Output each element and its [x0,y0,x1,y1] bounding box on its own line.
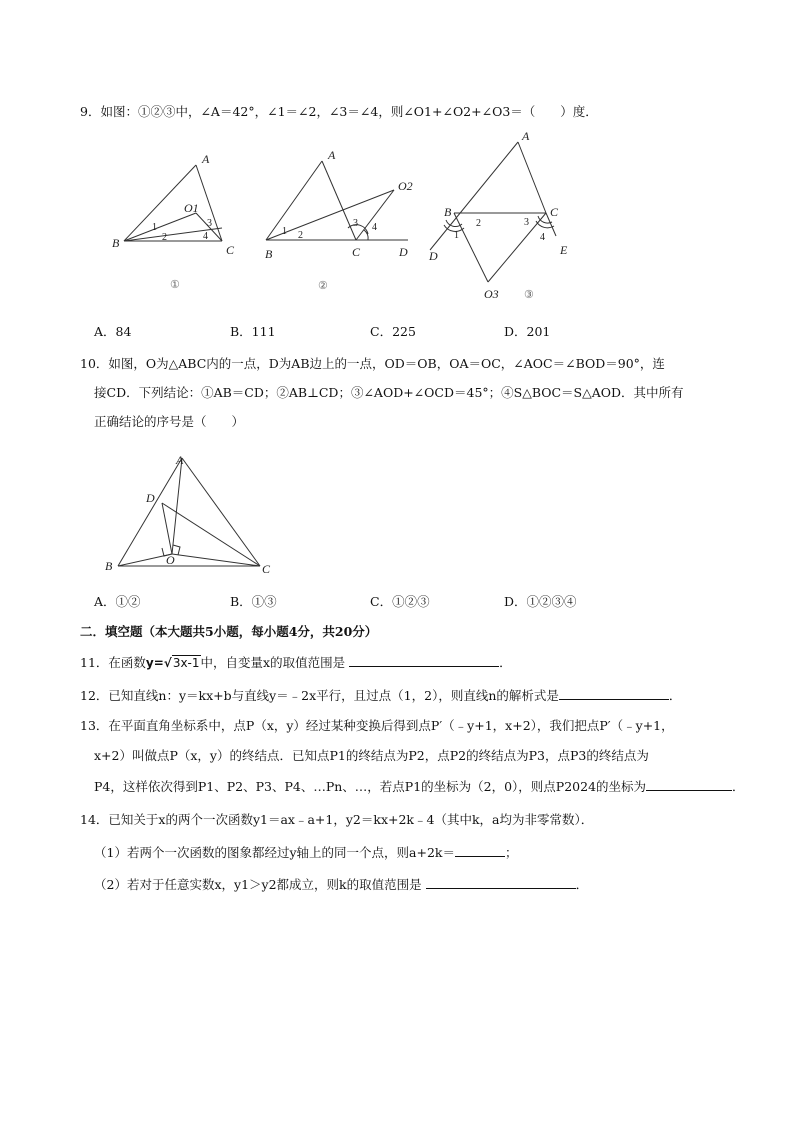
fig1-label-C: C [226,243,235,257]
fig3-label-E: E [560,243,568,257]
q11-suffix: 中，自变量x的取值范围是 [200,655,346,670]
fig2-angle-2: 2 [298,230,303,241]
fig2-angle-3: 3 [353,218,358,229]
q12-line [80,686,681,705]
q10-option-d[interactable]: D．①②③④ [504,594,577,609]
fig2-label-B: B [265,247,273,261]
q10-line-3: 正确结论的序号是（ ） [94,414,245,429]
fig2-label-O2: O2 [398,179,413,193]
q13-line-3-wrap [94,777,745,796]
q10-option-c[interactable]: C．①②③ [370,594,430,609]
q13-line-1: 13．在平面直角坐标系中，点P（x，y）经过某种变换后得到点P′（﹣y+1，x+2），我们把点P′（﹣y+1， [80,718,674,733]
q9-option-d[interactable]: D．201 [504,324,551,339]
q14-sub-1-text: （1）若两个一次函数的图象都经过y轴上的同一个点，则a+2k＝ [94,845,455,860]
fig3-caption: ③ [524,289,534,301]
q10-label-O: O [166,553,175,567]
q11-answer-blank[interactable] [349,653,499,667]
q13-line-2: x+2）叫做点P（x，y）的终结点．已知点P1的终结点为P2，点P2的终结点为P3，点P3的终结点为 [94,748,649,763]
q10-label-C: C [262,562,271,576]
fig3-angle-1: 1 [454,230,459,241]
fig3-label-A: A [522,129,530,143]
fig1-angle-2: 2 [162,232,167,243]
q13-line-3: P4，这样依次得到P1、P2、P3、P4、…Pn、…，若点P1的坐标为（2，0），则点P2024的坐标为 [94,779,647,794]
q14-sub-1-blank[interactable] [455,843,505,857]
q9-option-c[interactable]: C．225 [370,324,416,339]
q10-line-2: 接CD．下列结论：①AB＝CD；②AB⊥CD；③∠AOD+∠OCD＝45°；④S△BOC＝S△AOD．其中所有 [94,385,684,400]
fig1-caption: ① [170,279,180,291]
section-2-title: 二．填空题（本大题共5小题，每小题4分，共20分） [80,624,378,639]
q14-sub-1-end: ； [504,845,518,860]
fig1-label-A: A [202,152,210,166]
sqrt-icon: √ [163,656,172,670]
fig2-angle-1: 1 [282,226,287,237]
q10-label-A: A [176,453,184,467]
fig1-angle-4: 4 [203,231,208,242]
fig3-label-O3: O3 [484,287,499,301]
q13-end: ． [732,779,745,794]
q9-figure-1 [110,148,240,298]
fig3-angle-4: 4 [540,232,545,243]
q11-line [80,653,512,672]
q11-radicand: 3x-1 [172,656,200,670]
q10-line-1: 10．如图，O为△ABC内的一点，D为AB边上的一点，OD＝OB，OA＝OC，∠AOC＝∠BOD＝90°，连 [80,356,665,371]
q10-figure [100,446,290,581]
fig3-label-C: C [550,205,559,219]
q10-label-D: D [146,491,155,505]
fig3-angle-2: 2 [476,218,481,229]
q9-figure-3 [420,128,580,303]
q14-sub-2-end: ． [575,877,589,892]
q9-option-b[interactable]: B．111 [230,324,276,339]
q11-end: ． [499,655,512,670]
q11-func: y= [145,656,164,670]
fig2-label-D: D [399,245,408,259]
q14-line-1: 14．已知关于x的两个一次函数y1＝ax﹣a+1，y2＝kx+2k﹣4（其中k，a均为非零常数）． [80,812,594,827]
q9-option-a[interactable]: A．84 [94,324,132,339]
fig3-label-D: D [429,249,438,263]
q13-answer-blank[interactable] [646,777,732,791]
q10-option-b[interactable]: B．①③ [230,594,277,609]
fig2-label-C: C [352,245,361,259]
fig2-caption: ② [318,280,328,292]
q12-answer-blank[interactable] [559,686,669,700]
q14-sub-2-text: （2）若对于任意实数x，y1＞y2都成立，则k的取值范围是 [94,877,422,892]
fig3-angle-3: 3 [524,217,529,228]
fig1-angle-3: 3 [207,218,212,229]
q11-prefix: 11．在函数 [80,655,146,670]
q14-sub-1 [94,843,518,862]
fig2-label-A: A [328,148,336,162]
q10-label-B: B [105,559,113,573]
fig2-angle-4: 4 [372,222,377,233]
fig1-angle-1: 1 [152,222,157,233]
fig1-label-B: B [112,236,120,250]
q12-text: 12．已知直线n：y＝kx+b与直线y＝﹣2x平行，且过点（1，2），则直线n的解析式是 [80,688,559,703]
q14-sub-2 [94,875,588,894]
q14-sub-2-blank[interactable] [426,875,576,889]
q9-text: 9．如图：①②③中，∠A＝42°，∠1＝∠2，∠3＝∠4，则∠O1+∠O2+∠O3＝（ ）度． [80,104,598,119]
q10-option-a[interactable]: A．①② [94,594,141,609]
fig3-label-B: B [444,205,452,219]
q12-end: ． [668,688,682,703]
q9-figure-2 [260,148,420,298]
fig1-label-O1: O1 [184,201,199,215]
